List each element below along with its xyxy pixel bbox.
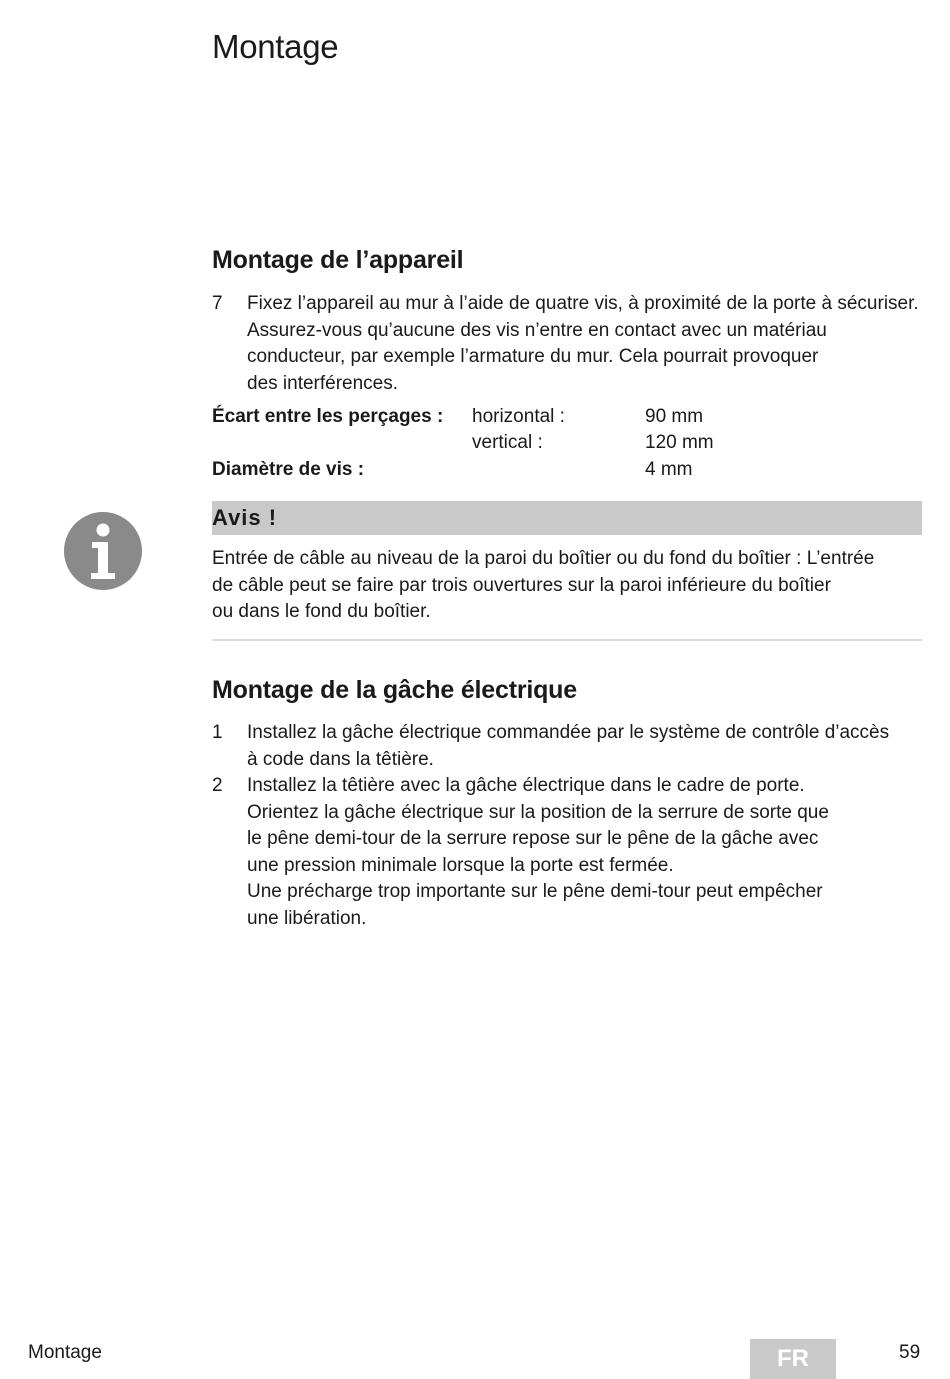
info-icon — [63, 511, 143, 591]
spec-label-drill-spacing: Écart entre les perçages : — [212, 406, 444, 427]
step-text-line: conducteur, par exemple l’armature du mur. Cela pourrait provoquer — [247, 346, 819, 367]
notice-title: Avis ! — [212, 505, 278, 530]
step-number: 2 — [212, 775, 223, 796]
step-text-line: à code dans la têtière. — [247, 748, 434, 770]
step-text-line: le pêne demi-tour de la serrure repose sur le pêne de la gâche avec — [247, 828, 819, 849]
step-text-line: Une précharge trop importante sur le pêne demi-tour peut empêcher — [247, 881, 823, 902]
step-item — [212, 773, 922, 932]
notice-body — [212, 546, 912, 626]
step-number: 1 — [212, 722, 223, 743]
step-text-line: Installez la têtière avec la gâche électrique dans le cadre de porte. — [247, 775, 805, 796]
spec-axis-vertical: vertical : — [472, 432, 543, 453]
page-title: Montage — [212, 28, 339, 65]
step-item — [212, 720, 922, 773]
spec-row-screw-diameter — [212, 457, 922, 484]
notice-text-line: de câble peut se faire par trois ouvertures sur la paroi inférieure du boîtier — [212, 574, 831, 596]
step-text-line: Orientez la gâche électrique sur la position de la serrure de sorte que — [247, 801, 829, 823]
spec-label-screw-diameter: Diamètre de vis : — [212, 459, 365, 480]
spec-row-drill-vertical — [212, 430, 922, 457]
notice-divider — [212, 639, 922, 641]
step-text-line: des interférences. — [247, 372, 399, 394]
section-heading-device-mounting: Montage de l’appareil — [212, 246, 464, 274]
step-text-line: Fixez l’appareil au mur à l’aide de quatre vis, à proximité de la porte à sécuriser. — [247, 293, 919, 314]
spec-axis-horizontal: horizontal : — [472, 406, 565, 427]
notice-header — [212, 501, 922, 535]
step-number: 7 — [212, 293, 223, 314]
step-text-line: une pression minimale lorsque la porte est fermée. — [247, 854, 674, 876]
footer-section-name: Montage — [28, 1342, 102, 1363]
spec-value-screw-diameter: 4 mm — [645, 459, 693, 480]
step-text-line: une libération. — [247, 907, 367, 929]
notice-text-line: Entrée de câble au niveau de la paroi du boîtier ou du fond du boîtier : L’entrée — [212, 548, 875, 569]
language-badge: FR — [750, 1339, 836, 1379]
spec-value-horizontal: 90 mm — [645, 406, 704, 427]
step-text-line: Installez la gâche électrique commandée par le système de contrôle d’accès — [247, 722, 890, 743]
spec-row-drill-horizontal — [212, 404, 922, 431]
step-text-line: Assurez-vous qu’aucune des vis n’entre en contact avec un matériau — [247, 319, 827, 341]
notice-text-line: ou dans le fond du boîtier. — [212, 601, 431, 622]
spec-value-vertical: 120 mm — [645, 432, 714, 453]
step-item — [212, 291, 922, 397]
page-number: 59 — [899, 1342, 921, 1363]
section-heading-strike-mounting: Montage de la gâche électrique — [212, 676, 577, 704]
